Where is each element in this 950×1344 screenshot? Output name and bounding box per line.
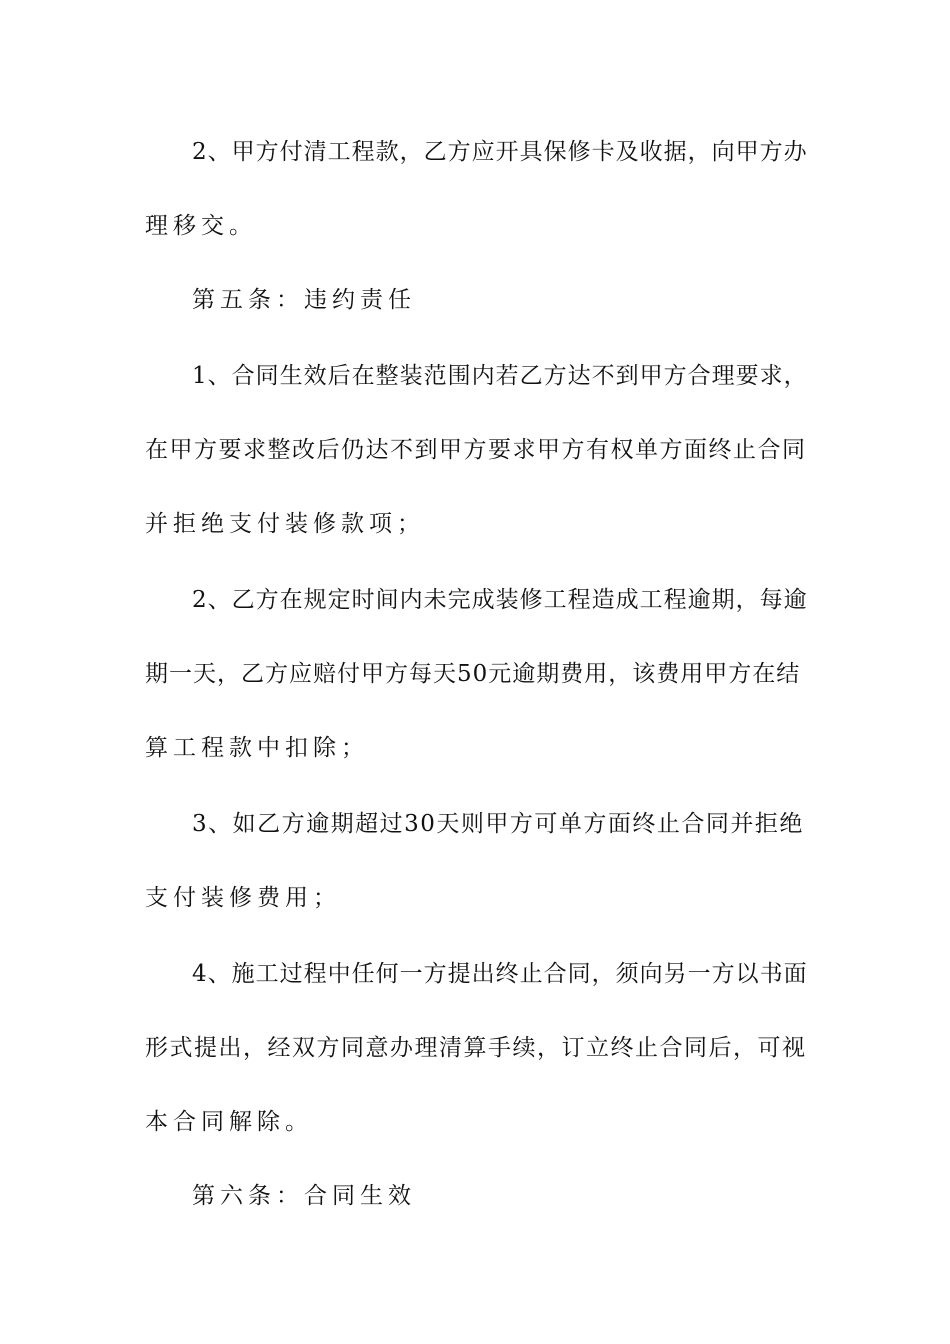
paragraph-line: 4、施工过程中任何一方提出终止合同，须向另一方以书面 [192,961,808,987]
paragraph-line: 2、乙方在规定时间内未完成装修工程造成工程逾期，每逾 [192,587,808,613]
section-heading: 第五条：违约责任 [192,287,416,313]
paragraph-line: 本合同解除。 [145,1109,313,1135]
paragraph-line: 2、甲方付清工程款，乙方应开具保修卡及收据，向甲方办 [192,139,808,165]
paragraph-line: 1、合同生效后在整装范围内若乙方达不到甲方合理要求， [192,363,808,389]
paragraph-line: 形式提出，经双方同意办理清算手续，订立终止合同后，可视 [145,1035,807,1061]
paragraph-line: 理移交。 [145,213,257,239]
paragraph-line: 并拒绝支付装修款项； [145,511,425,537]
paragraph-line: 在甲方要求整改后仍达不到甲方要求甲方有权单方面终止合同 [145,437,807,463]
section-heading: 第六条：合同生效 [192,1183,416,1209]
paragraph-line: 算工程款中扣除； [145,735,369,761]
paragraph-line: 支付装修费用； [145,885,341,911]
paragraph-line: 期一天，乙方应赔付甲方每天50元逾期费用，该费用甲方在结 [145,661,801,687]
paragraph-line: 3、如乙方逾期超过30天则甲方可单方面终止合同并拒绝 [192,811,804,837]
